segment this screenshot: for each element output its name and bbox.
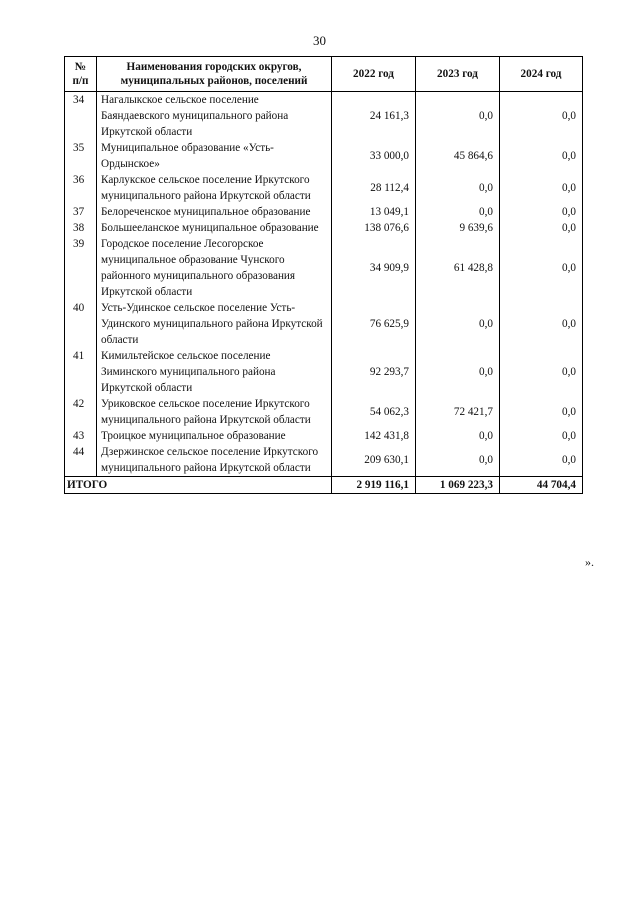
- row-value-2024: 0,0: [500, 428, 583, 444]
- table-row: [65, 444, 583, 477]
- row-number: 37: [65, 204, 97, 220]
- header-number: № п/п: [65, 57, 97, 92]
- row-number: 44: [65, 444, 97, 477]
- row-value-2022: 138 076,6: [332, 220, 416, 236]
- row-value-2024: 0,0: [500, 172, 583, 204]
- table-row: [65, 428, 583, 444]
- row-number: 40: [65, 300, 97, 348]
- row-value-2023: 45 864,6: [416, 140, 500, 172]
- row-value-2023: 72 421,7: [416, 396, 500, 428]
- allocation-table: [64, 56, 583, 494]
- row-name: Усть-Удинское сельское поселение Усть-Удинского муниципального района Иркутской области: [97, 300, 332, 348]
- row-value-2023: 9 639,6: [416, 220, 500, 236]
- total-value-2024: 44 704,4: [500, 477, 583, 494]
- total-value-2023: 1 069 223,3: [416, 477, 500, 494]
- row-value-2024: 0,0: [500, 444, 583, 477]
- total-row: [65, 477, 583, 494]
- row-number: 34: [65, 92, 97, 141]
- row-value-2022: 92 293,7: [332, 348, 416, 396]
- row-value-2022: 24 161,3: [332, 92, 416, 141]
- row-value-2023: 0,0: [416, 428, 500, 444]
- row-value-2024: 0,0: [500, 236, 583, 300]
- row-name: Белореченское муниципальное образование: [97, 204, 332, 220]
- table-row: [65, 204, 583, 220]
- row-value-2022: 76 625,9: [332, 300, 416, 348]
- total-value-2022: 2 919 116,1: [332, 477, 416, 494]
- row-value-2022: 142 431,8: [332, 428, 416, 444]
- table-row: [65, 220, 583, 236]
- row-name: Нагалыкское сельское поселение Баяндаевского муниципального района Иркутской области: [97, 92, 332, 141]
- row-value-2023: 0,0: [416, 92, 500, 141]
- table-row: [65, 140, 583, 172]
- row-value-2024: 0,0: [500, 348, 583, 396]
- row-value-2023: 0,0: [416, 348, 500, 396]
- table-header-row: [65, 57, 583, 92]
- row-value-2022: 209 630,1: [332, 444, 416, 477]
- row-value-2024: 0,0: [500, 92, 583, 141]
- row-value-2024: 0,0: [500, 300, 583, 348]
- row-value-2022: 13 049,1: [332, 204, 416, 220]
- header-name: Наименования городских округов, муниципальных районов, поселений: [97, 57, 332, 92]
- row-value-2024: 0,0: [500, 220, 583, 236]
- table-row: [65, 172, 583, 204]
- row-number: 41: [65, 348, 97, 396]
- table-row: [65, 396, 583, 428]
- row-name: Кимильтейское сельское поселение Зиминского муниципального района Иркутской области: [97, 348, 332, 396]
- row-name: Большееланское муниципальное образование: [97, 220, 332, 236]
- row-value-2024: 0,0: [500, 140, 583, 172]
- row-number: 38: [65, 220, 97, 236]
- row-name: Троицкое муниципальное образование: [97, 428, 332, 444]
- total-label: ИТОГО: [65, 477, 332, 494]
- row-value-2023: 0,0: [416, 300, 500, 348]
- closing-quote-mark: ».: [585, 555, 594, 569]
- row-value-2024: 0,0: [500, 396, 583, 428]
- row-name: Городское поселение Лесогорское муниципальное образование Чунского районного муниципального образования Иркутской области: [97, 236, 332, 300]
- row-value-2023: 0,0: [416, 204, 500, 220]
- row-name: Муниципальное образование «Усть-Ордынское»: [97, 140, 332, 172]
- row-value-2022: 34 909,9: [332, 236, 416, 300]
- table-row: [65, 300, 583, 348]
- row-name: Дзержинское сельское поселение Иркутского муниципального района Иркутской области: [97, 444, 332, 477]
- row-name: Уриковское сельское поселение Иркутского муниципального района Иркутской области: [97, 396, 332, 428]
- header-2023: 2023 год: [416, 57, 500, 92]
- row-name: Карлукское сельское поселение Иркутского муниципального района Иркутской области: [97, 172, 332, 204]
- page-number: 30: [313, 33, 326, 48]
- table-row: [65, 348, 583, 396]
- row-value-2022: 54 062,3: [332, 396, 416, 428]
- row-number: 42: [65, 396, 97, 428]
- row-value-2022: 28 112,4: [332, 172, 416, 204]
- row-number: 39: [65, 236, 97, 300]
- row-number: 36: [65, 172, 97, 204]
- table-row: [65, 92, 583, 141]
- row-number: 35: [65, 140, 97, 172]
- table-row: [65, 236, 583, 300]
- row-value-2023: 0,0: [416, 172, 500, 204]
- row-value-2022: 33 000,0: [332, 140, 416, 172]
- row-value-2023: 61 428,8: [416, 236, 500, 300]
- row-value-2024: 0,0: [500, 204, 583, 220]
- row-value-2023: 0,0: [416, 444, 500, 477]
- header-2024: 2024 год: [500, 57, 583, 92]
- header-2022: 2022 год: [332, 57, 416, 92]
- row-number: 43: [65, 428, 97, 444]
